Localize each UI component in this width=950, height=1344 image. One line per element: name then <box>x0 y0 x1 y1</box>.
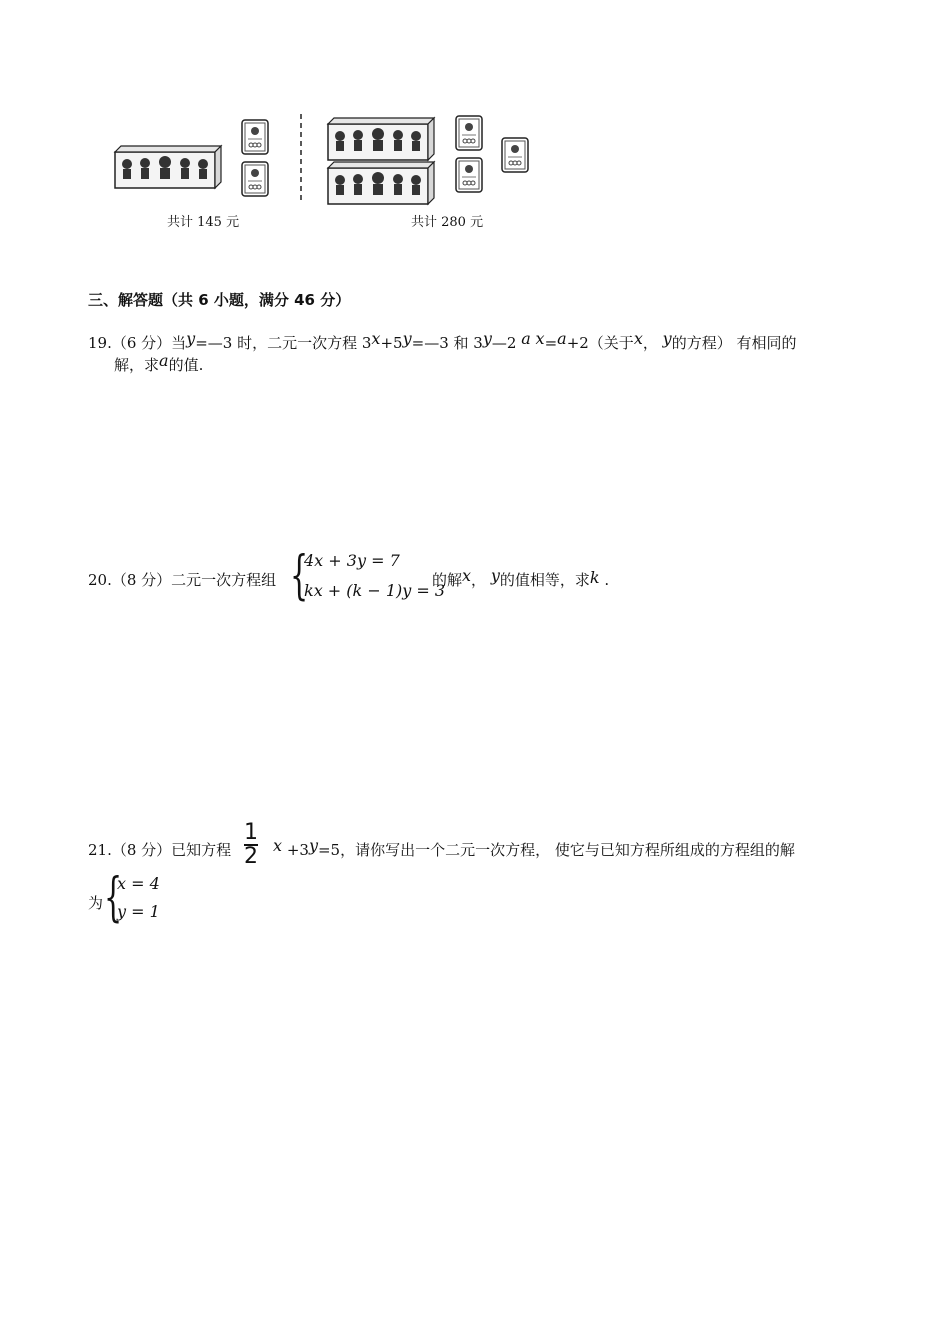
mascot-figure <box>110 108 550 208</box>
var-a: a <box>159 351 169 370</box>
var-x: x <box>462 566 472 585</box>
var-y: y <box>662 329 672 348</box>
fraction-numerator: 1 <box>244 820 258 845</box>
q20-text: . <box>604 571 610 589</box>
var-y: y <box>308 836 318 855</box>
solution-y: y = 1 <box>117 902 160 921</box>
q19-text: +2（关于 <box>566 334 634 352</box>
solution-x: x = 4 <box>117 874 160 893</box>
q19-text: —2 <box>491 334 517 352</box>
var-x: x <box>371 329 381 348</box>
left-caption: 共计 145 元 <box>167 215 240 230</box>
q19-text: =—3 和 3 <box>411 334 483 352</box>
left-brace: { <box>290 546 309 606</box>
right-medal-2 <box>456 158 482 192</box>
var-x: x <box>535 329 545 348</box>
left-medal-bottom <box>242 162 268 196</box>
q21-text: =5，请你写出一个二元一次方程， 使它与已知方程所组成的方程组的解 <box>317 841 795 859</box>
right-medal-3 <box>502 138 528 172</box>
left-medal-top <box>242 120 268 154</box>
var-y: y <box>490 566 500 585</box>
right-medal-1 <box>456 116 482 150</box>
var-x: x <box>273 836 283 855</box>
right-gift-box-top <box>328 118 434 160</box>
q20-text: ， <box>471 571 487 589</box>
fraction-denominator: 2 <box>244 844 258 869</box>
q19-text: ， <box>642 334 658 352</box>
q19-text: 19.（6 分）当 <box>88 334 187 352</box>
var-a: a <box>557 329 567 348</box>
section-title: 三、解答题（共 6 小题，满分 46 分） <box>88 291 351 309</box>
equation-1: 4x + 3y = 7 <box>304 551 400 570</box>
q19-text: 的方程） 有相同的 <box>671 334 797 352</box>
var-y: y <box>186 329 196 348</box>
equation-2: kx + (k − 1)y = 3 <box>304 581 446 600</box>
var-y: y <box>402 329 412 348</box>
question-21-line2: 为 <box>88 894 104 912</box>
question-19-line2 <box>114 351 204 376</box>
question-20-label: 20.（8 分）二元一次方程组 <box>88 571 277 589</box>
left-gift-box <box>115 146 221 188</box>
question-19 <box>88 329 878 354</box>
q19-text: =—3 时，二元一次方程 3 <box>195 334 372 352</box>
question-21-label: 21.（8 分）已知方程 <box>88 841 232 859</box>
q20-text: 的解 <box>432 571 463 589</box>
left-brace: { <box>104 868 123 928</box>
var-a: a <box>521 329 531 348</box>
q19-text: = <box>544 334 558 352</box>
q21-text: +3 <box>286 841 309 859</box>
question-21-rest <box>273 836 795 861</box>
q19-text: 解，求 <box>114 356 160 374</box>
right-gift-box-bottom <box>328 162 434 204</box>
fraction-half <box>244 822 258 868</box>
q19-text: 的值. <box>168 356 204 374</box>
q20-text: 的值相等，求 <box>499 571 590 589</box>
question-20-rest <box>432 566 610 591</box>
var-y: y <box>482 329 492 348</box>
q19-text: +5 <box>380 334 403 352</box>
var-k: k <box>589 568 600 587</box>
var-x: x <box>633 329 643 348</box>
right-caption: 共计 280 元 <box>411 215 484 230</box>
